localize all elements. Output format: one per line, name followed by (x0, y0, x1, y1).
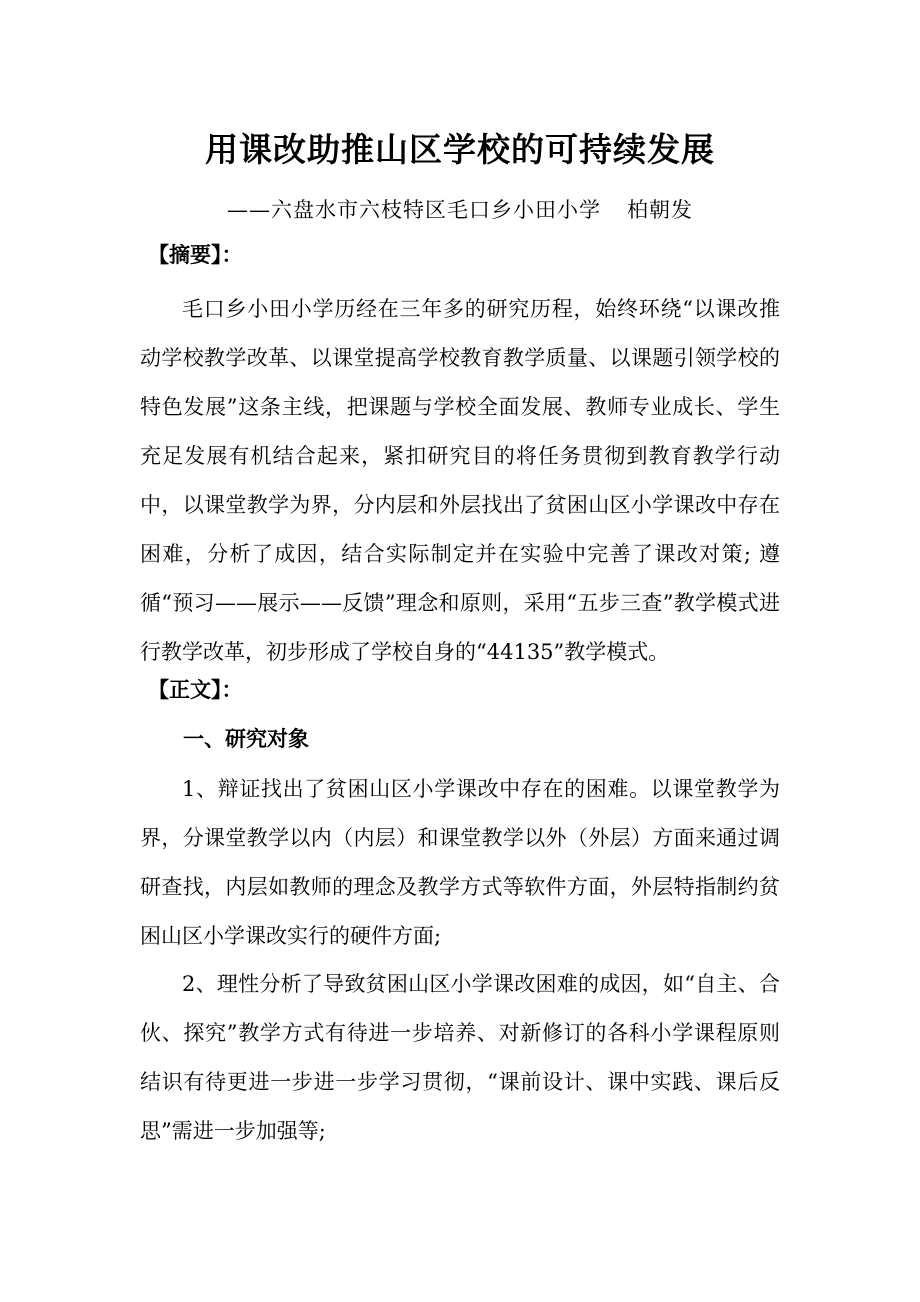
document-subtitle (0, 195, 920, 225)
paragraph-item-2: 2、理性分析了导致贫困山区小学课改困难的成因，如“自主、合伙、探究”教学方式有待进一步培养、对新修订的各科小学课程原则结识有待更进一步进一步学习贯彻，“课前设计、课中实践、课后反思”需进一步加强等; (140, 972, 780, 1143)
abstract-paragraph: 毛口乡小田小学历经在三年多的研究历程，始终环绕“以课改推动学校教学改革、以课堂提高学校教育教学质量、以课题引领学校的特色发展”这条主线，把课题与学校全面发展、教师专业成长、学生充足发展有机结合起来，紧扣研究目的将任务贯彻到教育教学行动中，以课堂教学为界，分内层和外层找出了贫困山区小学课改中存在困难，分析了成因，结合实际制定并在实验中完善了课改对策; 遵循“预习——展示——反馈”理念和原则，采用“五步三查”教学模式进行教学改革，初步形成了学校自身的“44135”教学模式。 (140, 297, 780, 664)
body-heading: 【正文】： (148, 678, 243, 702)
paragraph-item-1: 1、辩证找出了贫困山区小学课改中存在的困难。以课堂教学为界，分课堂教学以内（内层）和课堂教学以外（外层）方面来通过调研查找，内层如教师的理念及教学方式等软件方面，外层特指制约贫困山区小学课改实行的硬件方面; (140, 777, 780, 948)
abstract-heading: 【摘要】： (148, 243, 243, 267)
author-name: 柏朝发 (627, 198, 693, 222)
school-affiliation: ——六盘水市六枝特区毛口乡小田小学 (227, 198, 601, 222)
document-title: 用课改助推山区学校的可持续发展 (205, 130, 715, 169)
section-heading-research-object: 一、研究对象 (183, 727, 309, 751)
